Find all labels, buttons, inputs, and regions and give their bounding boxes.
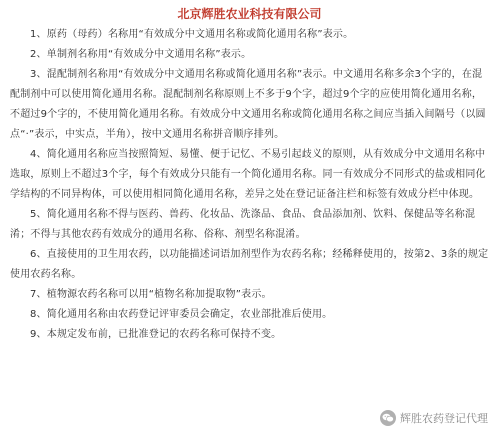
paragraph-7: 7、植物源农药名称可以用“植物名称加提取物”表示。 [30,289,272,300]
wechat-icon [380,410,396,426]
paragraph-4: 4、简化通用名称应当按照简短、易懂、便于记忆、不易引起歧义的原则，从有效成分中文通用名称中选取，原则上不超过3个字，每个有效成分只能有一个简化通用名称。同一有效成分不同形式的盐或相同化学结构的不同异构体，可以使用相同简化通用名称，差异之处在登记证备注栏和标签有效成分栏中体现。 [10,149,486,200]
document-title: 北京辉胜农业科技有限公司 [177,7,322,21]
paragraph-5: 5、简化通用名称不得与医药、兽药、化妆品、洗涤品、食品、食品添加剂、饮料、保健品等名称混淆；不得与其他农药有效成分的通用名称、俗称、剂型名称混淆。 [10,209,476,240]
paragraph-1: 1、原药（母药）名称用“有效成分中文通用名称或简化通用名称”表示。 [30,29,354,40]
paragraph-3: 3、混配制剂名称用“有效成分中文通用名称或简化通用名称”表示。中文通用名称多余3个字的，在混配制剂中可以使用简化通用名称。混配制剂名称原则上不多于9个字，超过9个字的应使用简化通用名称，不超过9个字的，不使用简化通用名称。有效成分中文通用名称或简化通用名称之间应当插入间隔号（以圆点“·”表示，中实点，半角），按中文通用名称拼音顺序排列。 [10,69,486,140]
paragraph-6: 6、直接使用的卫生用农药，以功能描述词语加剂型作为农药名称；经稀释使用的，按第2、3条的规定使用农药名称。 [10,249,489,280]
paragraph-9: 9、本规定发布前，已批准登记的农药名称可保持不变。 [30,329,282,340]
paragraph-8: 8、简化通用名称由农药登记评审委员会确定，农业部批准后使用。 [30,309,333,320]
watermark [377,409,491,427]
watermark-text: 辉胜农药登记代理 [400,412,488,425]
paragraph-2: 2、单制剂名称用“有效成分中文通用名称”表示。 [30,49,252,60]
